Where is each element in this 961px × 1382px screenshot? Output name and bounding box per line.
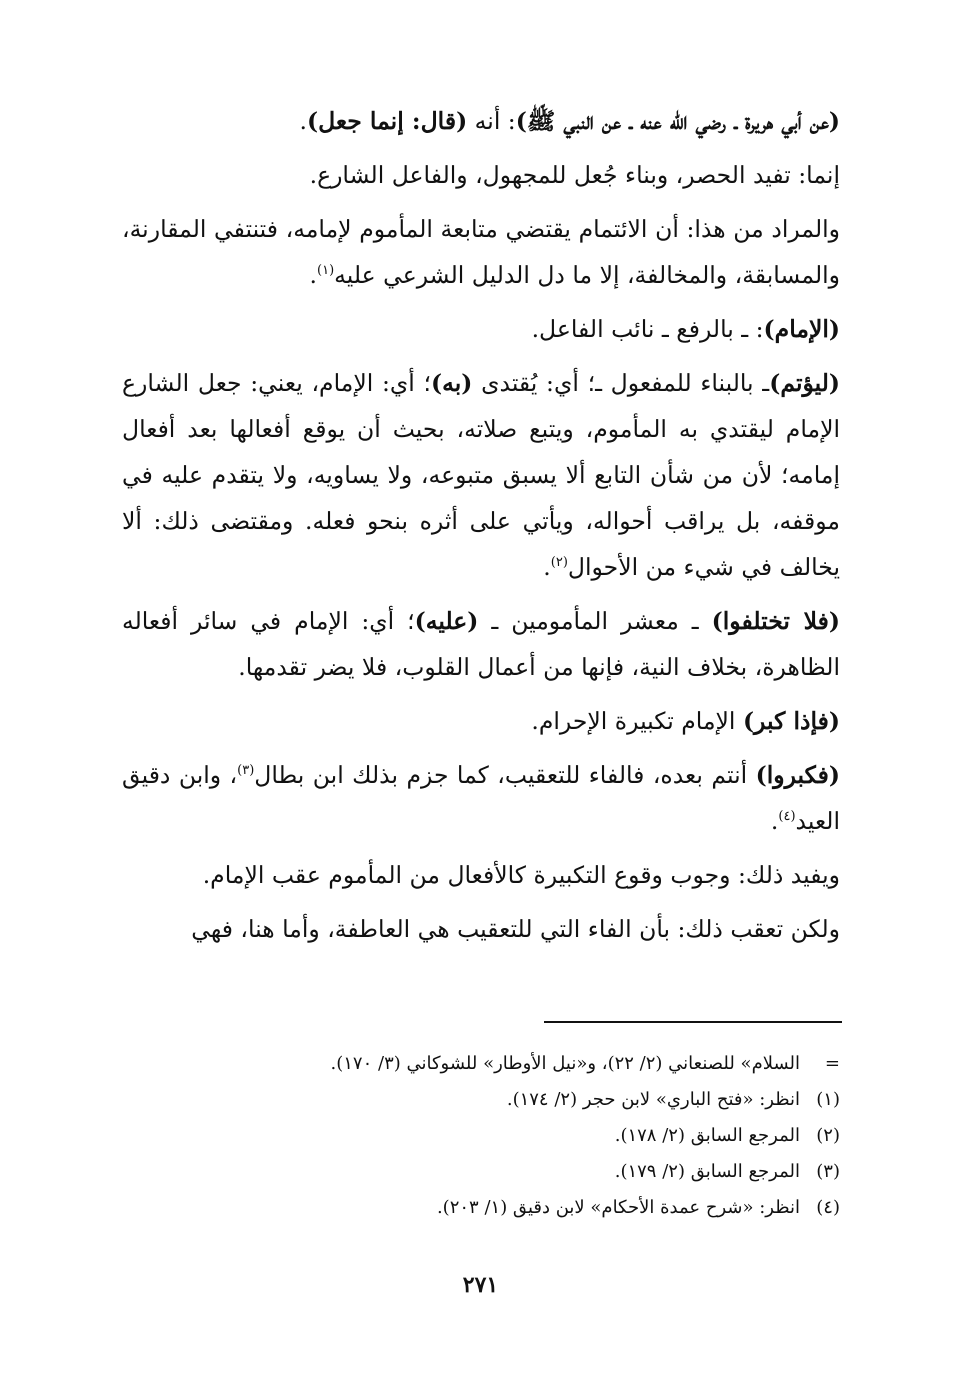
paragraph [122,152,840,198]
footnote-separator [544,1021,842,1023]
text-run: أنتم بعده، فالفاء للتعقيب، كما جزم بذلك ابن بطال [254,761,756,789]
footnote-item [122,1154,840,1190]
text-run: . [299,107,307,135]
page-number: ٢٧١ [462,1272,499,1298]
footnote-reference: (٢) [550,555,568,571]
text-run: ـ بالبناء للمفعول ـ؛ أي: يُقتدى [472,369,770,397]
text-run: ، وابن دقيق العيد [122,761,840,835]
paragraph [122,98,840,144]
footnote-item [122,1118,840,1154]
bold-phrase: (عليه) [414,607,479,635]
bold-phrase: (قال: إنما جعل) [306,107,468,135]
footnote-item [122,1082,840,1118]
footnote-reference: (٣) [237,763,255,779]
paragraph [122,906,840,952]
footnote-text: انظر: «فتح الباري» لابن حجر (٢/ ١٧٤). [506,1089,800,1110]
text-run: ولكن تعقب ذلك: بأن الفاء التي للتعقيب هي العاطفة، وأما هنا، فهي [191,915,840,943]
bold-phrase: (عن أبي هريرة ـ رضي الله عنه ـ عن النبي ﷺ) [515,107,840,135]
text-run: : ـ بالرفع ـ نائب الفاعل. [531,315,764,343]
text-run: إنما: تفيد الحصر، وبناء جُعل للمجهول، والفاعل الشارع. [309,161,840,189]
footnote-reference: (٤) [778,809,796,825]
text-run: . [309,261,317,289]
footnote-reference: (١) [317,263,335,279]
bold-phrase: (فكبروا) [755,761,840,789]
text-run: ؛ أي: الإمام في سائر أفعاله الظاهرة، بخلاف النية، فإنها من أعمال القلوب، فلا يضر تقدمها. [122,607,840,681]
footnote-marker: (٤) [816,1197,840,1218]
bold-phrase: (فلا تختلفوا) [711,607,840,635]
footnote-marker: (١) [816,1089,840,1110]
footnote-marker: (٣) [816,1161,840,1182]
text-run: ؛ أي: الإمام، يعني: جعل الشارع الإمام ليقتدي به المأموم، ويتبع صلاته، بحيث أن يوقع أفعالها بعد أفعال إمامه؛ لأن من شأن التابع ألا يسبق متبوعه، ولا يساويه، ولا يتقدم عليه في موقفه، بل يراقب أحواله، ويأتي على أثره بنحو فعله. ومقتضى ذلك: ألا يخالف في شيء من الأحوال [122,369,840,581]
bold-phrase: (به) [431,369,473,397]
footnotes [122,1046,840,1226]
footnote-item [122,1190,840,1226]
footnote-text: المرجع السابق (٢/ ١٧٨). [614,1125,800,1146]
text-run: والمراد من هذا: أن الائتمام يقتضي متابعة المأموم لإمامه، فتنتفي المقارنة، والمسابقة، والمخالفة، إلا ما دل الدليل الشرعي عليه [122,215,840,289]
paragraph [122,752,840,844]
main-text [122,98,840,960]
paragraph [122,598,840,690]
text-run: الإمام تكبيرة الإحرام. [531,707,743,735]
bold-phrase: (الإمام) [763,315,840,343]
footnote-marker: = [824,1053,840,1074]
bold-phrase: (فإذا كبر) [742,707,840,735]
footnote-item [122,1046,840,1082]
footnote-marker: (٢) [816,1125,840,1146]
paragraph [122,306,840,352]
footnote-text: انظر: «شرح عمدة الأحكام» لابن دقيق (١/ ٢٠٣). [436,1197,800,1218]
text-run: . [770,807,779,835]
text-run: : أنه [467,107,516,135]
paragraph [122,206,840,298]
footnote-text: السلام» للصنعاني (٢/ ٢٢)، و«نيل الأوطار» للشوكاني (٣/ ١٧٠). [330,1053,800,1074]
text-run: ويفيد ذلك: وجوب وقوع التكبيرة كالأفعال من المأموم عقب الإمام. [202,861,840,889]
text-run: . [543,553,551,581]
paragraph [122,360,840,590]
paragraph [122,698,840,744]
paragraph [122,852,840,898]
text-run: ـ معشر المأمومين ـ [478,607,712,635]
footnote-text: المرجع السابق (٢/ ١٧٩). [614,1161,800,1182]
bold-phrase: (ليؤتم) [769,369,841,397]
